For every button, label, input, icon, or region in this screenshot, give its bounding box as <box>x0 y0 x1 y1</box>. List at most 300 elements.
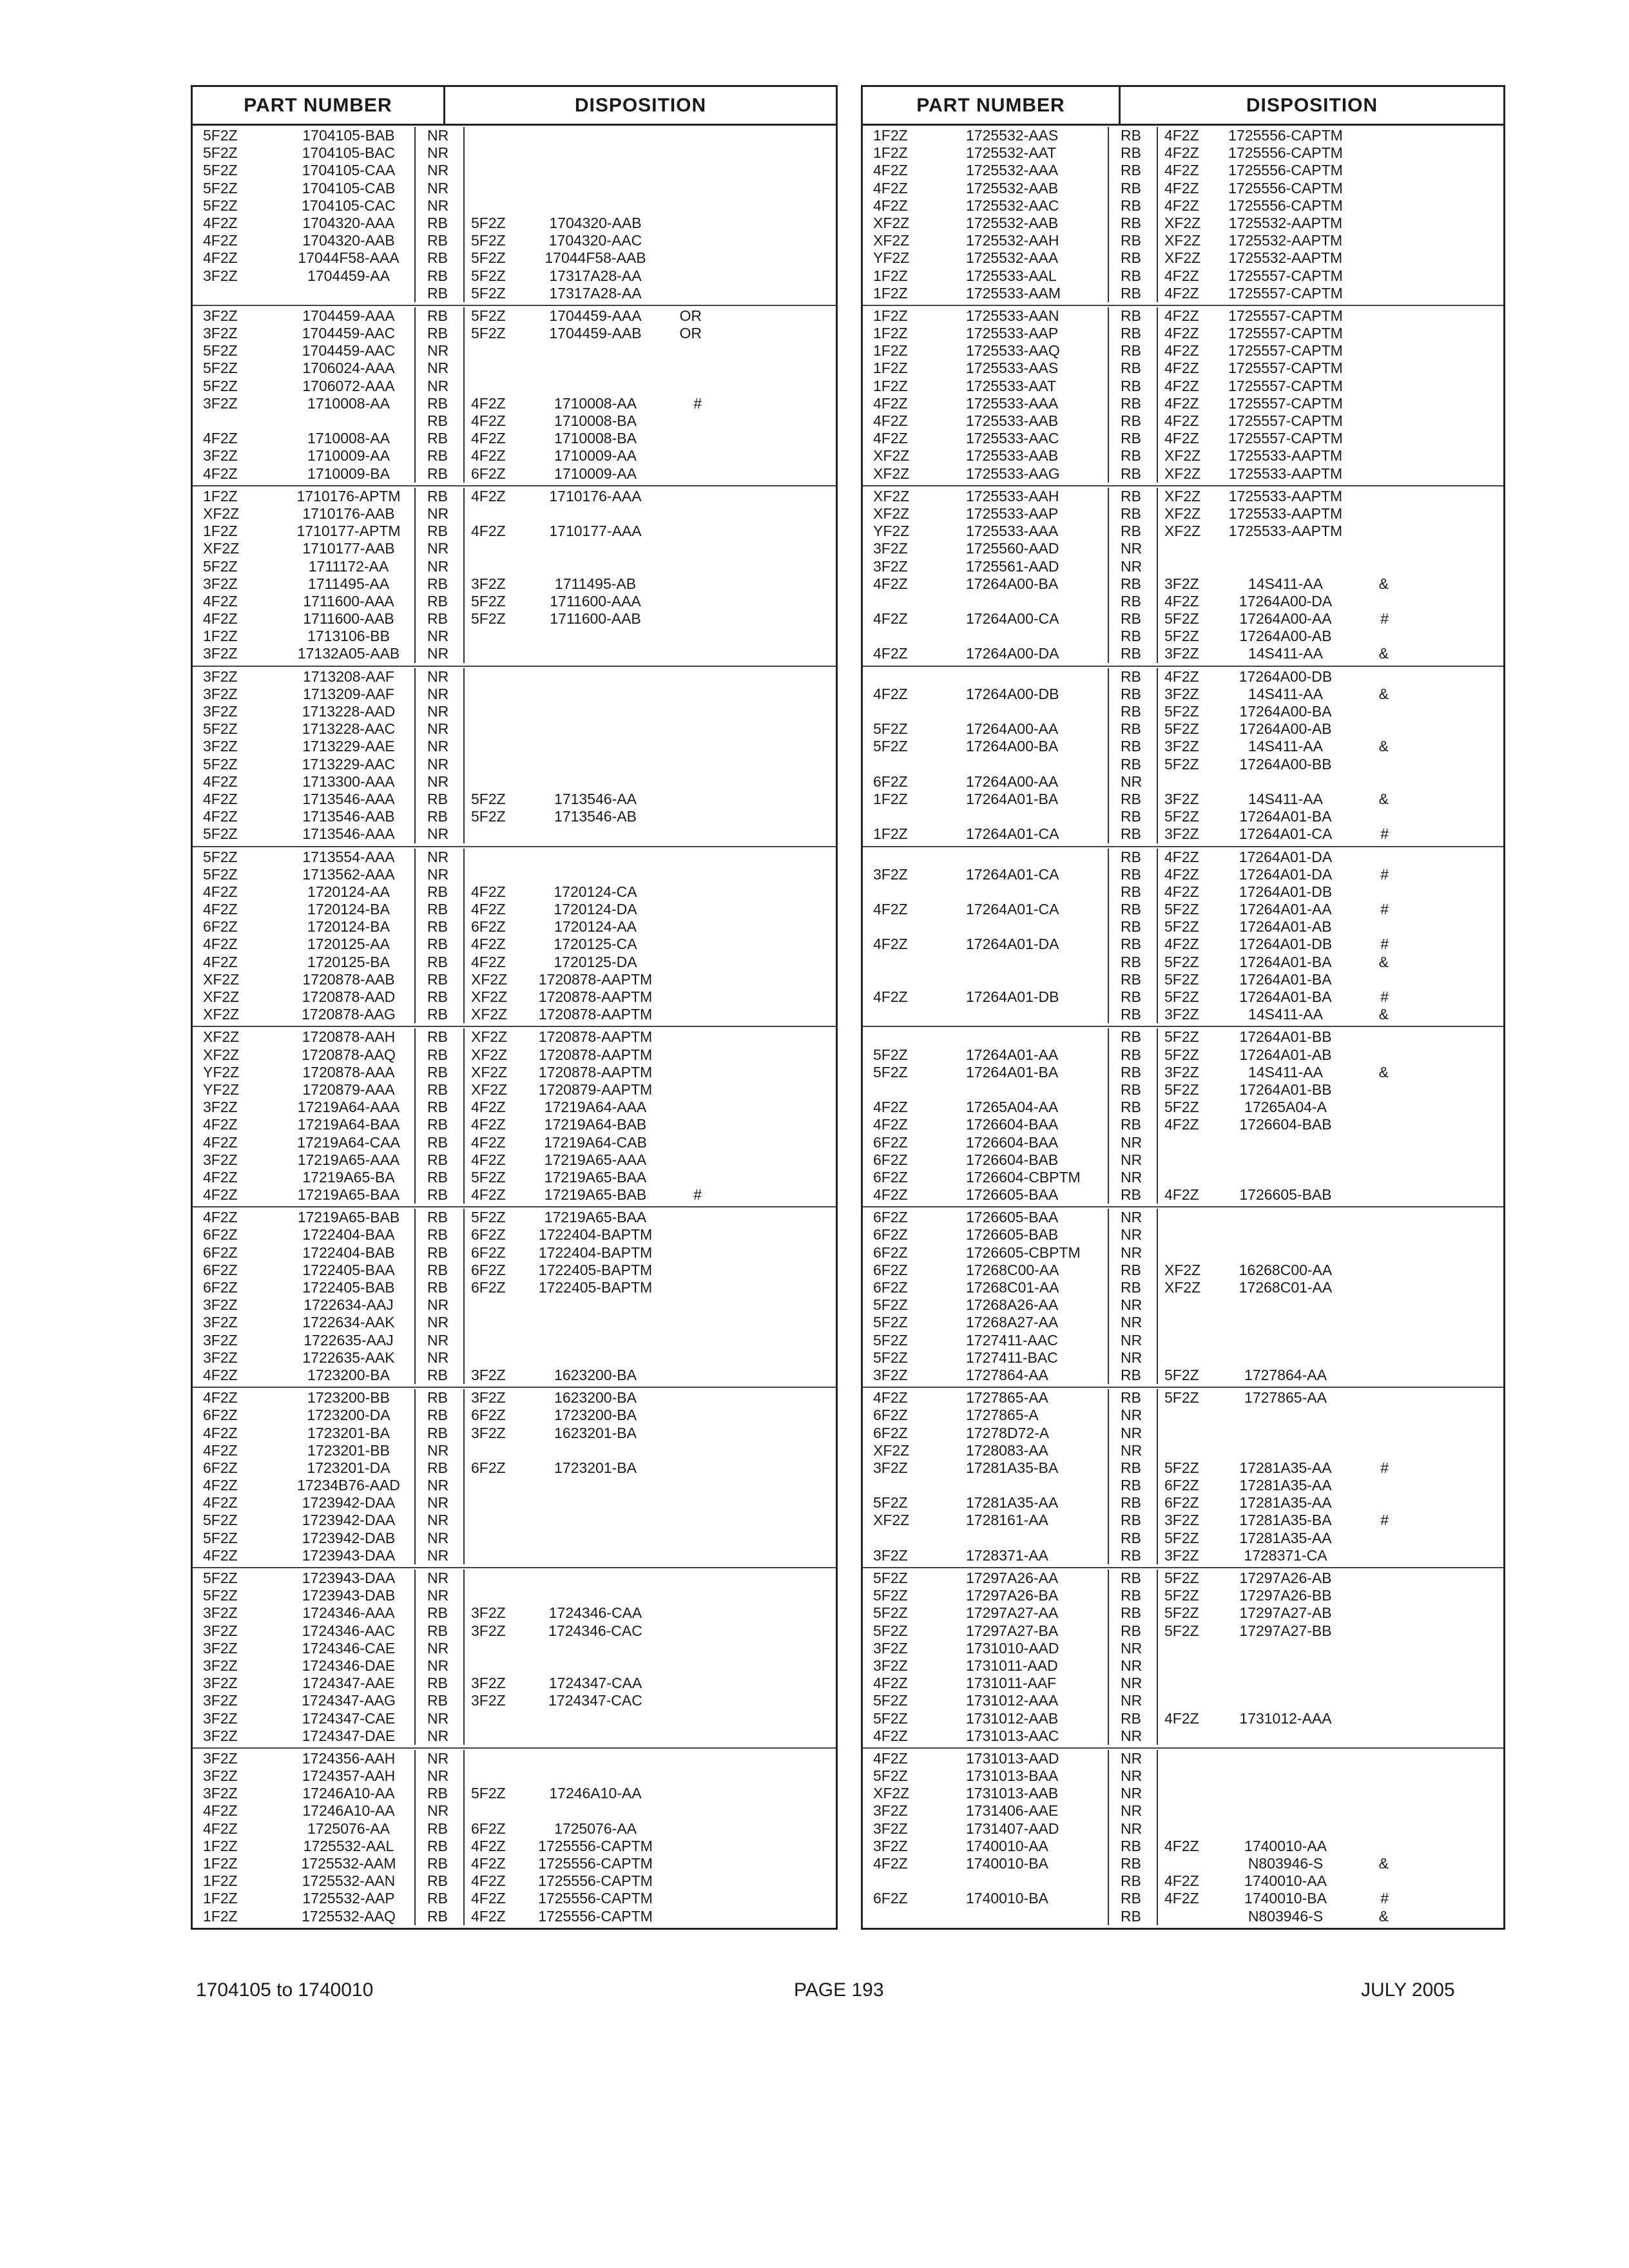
part-number-cell: 1722634-AAK <box>302 1314 395 1331</box>
flag-cell <box>663 1262 702 1279</box>
part-number-cell: 1725533-AAP <box>966 505 1059 522</box>
prefix-cell: 4F2Z <box>203 1168 238 1186</box>
disposition-part-cell: 17219A64-CAB <box>544 1133 647 1151</box>
table-row <box>863 1622 1503 1640</box>
prefix-cell: 4F2Z <box>203 1366 238 1383</box>
disposition-part-cell <box>528 1494 663 1512</box>
disposition-code-cell: RB <box>1108 791 1157 808</box>
disposition-prefix-cell <box>1157 1151 1221 1169</box>
prefix-cell: XF2Z <box>203 540 240 557</box>
table-row <box>193 1547 836 1564</box>
table-row <box>863 901 1503 918</box>
disposition-part-cell: 1725556-CAPTM <box>538 1872 653 1890</box>
disposition-part-cell: 1720124-DA <box>554 901 637 918</box>
table-row <box>863 1587 1503 1604</box>
disposition-part-cell: 1720878-AAPTM <box>538 988 653 1005</box>
flag-cell <box>1350 1134 1389 1151</box>
disposition-code-cell: RB <box>1108 1367 1157 1384</box>
disposition-part-cell: 1720878-AAPTM <box>538 1028 653 1046</box>
part-number-cell: 1723942-DAA <box>302 1512 396 1529</box>
disposition-part-cell: 17264A01-AB <box>1239 1046 1332 1063</box>
prefix-cell: 4F2Z <box>873 394 908 412</box>
table-row <box>193 866 836 883</box>
flag-cell <box>663 1209 702 1226</box>
disposition-part-cell: 14S411-AA <box>1248 738 1323 755</box>
flag-cell <box>1350 249 1389 267</box>
disposition-part-cell <box>1221 1675 1350 1692</box>
disposition-part-cell <box>528 1587 663 1604</box>
disposition-prefix-cell: 5F2Z <box>1157 1046 1221 1064</box>
flag-cell <box>663 703 702 720</box>
prefix-cell: 3F2Z <box>203 307 238 324</box>
flag-cell: & <box>1378 1063 1389 1081</box>
table-row <box>193 1367 836 1384</box>
disposition-part-cell: 1724347-CAA <box>548 1675 642 1692</box>
part-number-cell <box>953 1081 1108 1099</box>
table-row <box>193 342 836 360</box>
prefix-cell: 1F2Z <box>203 487 238 505</box>
table-row <box>863 866 1503 883</box>
flag-cell <box>663 1710 702 1727</box>
disposition-prefix-cell: 5F2Z <box>1157 756 1221 773</box>
flag-cell <box>1350 756 1389 773</box>
disposition-part-cell <box>528 1314 663 1331</box>
disposition-prefix-cell: 4F2Z <box>1157 430 1221 447</box>
table-row <box>193 162 836 179</box>
table-row <box>193 1046 836 1064</box>
part-number-cell: 1731012-AAA <box>966 1692 1059 1709</box>
flag-cell: # <box>1380 936 1389 953</box>
flag-cell <box>1350 488 1389 505</box>
row-group <box>193 1388 836 1568</box>
disposition-prefix-cell: XF2Z <box>1157 447 1221 465</box>
prefix-cell: 5F2Z <box>873 1692 908 1709</box>
disposition-code-cell: RB <box>1108 412 1157 430</box>
table-row <box>193 127 836 144</box>
left-table-header <box>193 87 836 126</box>
disposition-prefix-cell <box>463 645 528 662</box>
prefix-cell: 4F2Z <box>203 936 238 953</box>
disposition-code-cell: RB <box>414 1675 463 1692</box>
disposition-code-cell: RB <box>414 1046 463 1064</box>
prefix-cell: 1F2Z <box>203 1872 238 1890</box>
disposition-code-cell: RB <box>414 1134 463 1151</box>
disposition-prefix-cell <box>463 558 528 575</box>
disposition-part-cell <box>1221 1442 1350 1459</box>
part-number-cell: 17268A27-AA <box>966 1314 1059 1331</box>
disposition-prefix-cell: 4F2Z <box>1157 1872 1221 1890</box>
flag-cell <box>1350 773 1389 791</box>
table-row <box>863 610 1503 628</box>
prefix-cell: 5F2Z <box>203 1570 238 1586</box>
table-row <box>863 1332 1503 1349</box>
prefix-cell: YF2Z <box>873 523 910 540</box>
disposition-part-cell: 1725557-CAPTM <box>1228 342 1343 360</box>
disposition-code-cell: RB <box>1108 249 1157 267</box>
prefix-cell: 3F2Z <box>203 703 238 720</box>
prefix-cell: 4F2Z <box>203 1133 238 1151</box>
disposition-part-cell: 1623200-BA <box>554 1389 637 1407</box>
flag-cell <box>1350 197 1389 215</box>
disposition-code-cell: RB <box>414 1908 463 1925</box>
disposition-prefix-cell <box>463 1767 528 1785</box>
flag-cell: & <box>1378 1907 1389 1925</box>
table-row <box>863 1512 1503 1529</box>
disposition-part-cell: 1720125-CA <box>554 936 637 953</box>
prefix-cell <box>863 954 953 971</box>
disposition-part-cell <box>528 645 663 662</box>
flag-cell <box>1350 558 1389 575</box>
prefix-cell <box>863 628 953 645</box>
disposition-part-cell <box>528 162 663 179</box>
disposition-code-cell: RB <box>1108 325 1157 342</box>
part-number-cell: 17264A01-CA <box>966 865 1059 883</box>
part-number-cell: 1724357-AAH <box>302 1767 396 1785</box>
part-number-cell: 1731012-AAB <box>966 1709 1059 1727</box>
part-number-cell: 1720878-AAB <box>302 970 395 988</box>
flag-cell <box>1350 1547 1389 1564</box>
table-row <box>193 1622 836 1640</box>
table-row <box>863 1727 1503 1745</box>
flag-cell: & <box>1378 953 1389 970</box>
table-row <box>193 1640 836 1657</box>
table-row <box>193 988 836 1006</box>
part-number-cell: 17219A65-BA <box>302 1168 395 1186</box>
row-group <box>863 1568 1503 1749</box>
disposition-code-cell: NR <box>414 1494 463 1512</box>
flag-cell <box>663 575 702 593</box>
flag-cell <box>663 1151 702 1169</box>
prefix-cell: 3F2Z <box>203 1349 238 1366</box>
right-table-body <box>863 126 1503 1928</box>
prefix-cell: 1F2Z <box>873 790 908 807</box>
disposition-part-cell <box>1221 558 1350 575</box>
disposition-code-cell: RB <box>414 901 463 918</box>
flag-cell <box>1350 215 1389 232</box>
table-row <box>193 505 836 523</box>
table-row <box>193 849 836 866</box>
prefix-cell: 6F2Z <box>203 1226 238 1244</box>
prefix-cell <box>863 756 953 773</box>
table-row <box>193 593 836 610</box>
disposition-code-cell: NR <box>414 1530 463 1547</box>
flag-cell <box>663 610 702 628</box>
disposition-code-cell: NR <box>414 1547 463 1564</box>
flag-cell <box>1350 1587 1389 1604</box>
table-row <box>193 1890 836 1907</box>
flag-cell <box>663 791 702 808</box>
disposition-code-cell: NR <box>1108 1692 1157 1709</box>
disposition-part-cell: 17264A01-DA <box>1239 848 1333 865</box>
disposition-part-cell: 1722405-BAPTM <box>538 1261 653 1278</box>
table-row <box>863 1226 1503 1244</box>
disposition-code-cell: RB <box>1108 430 1157 447</box>
disposition-prefix-cell <box>463 1727 528 1745</box>
disposition-part-cell: 1623200-BA <box>554 1366 637 1383</box>
prefix-cell: 6F2Z <box>203 1459 238 1476</box>
part-number-cell: 1723200-DA <box>307 1407 390 1424</box>
table-row <box>193 1530 836 1547</box>
disposition-code-cell: NR <box>414 1750 463 1767</box>
disposition-code-cell: RB <box>414 988 463 1006</box>
disposition-code-cell: RB <box>414 593 463 610</box>
table-row <box>193 1675 836 1692</box>
disposition-code-cell: RB <box>1108 523 1157 540</box>
part-number-cell: 1710176-AAB <box>302 505 395 522</box>
flag-cell <box>663 1785 702 1802</box>
disposition-prefix-cell: 4F2Z <box>463 883 528 901</box>
flag-cell <box>663 918 702 936</box>
disposition-prefix-cell: 4F2Z <box>1157 593 1221 610</box>
table-row <box>193 1425 836 1442</box>
table-row <box>863 488 1503 505</box>
disposition-prefix-cell: 3F2Z <box>463 1604 528 1622</box>
disposition-prefix-cell: 5F2Z <box>1157 1081 1221 1099</box>
flag-cell <box>1350 1209 1389 1226</box>
disposition-part-cell: 1711600-AAB <box>550 610 641 628</box>
prefix-cell <box>863 1872 953 1890</box>
part-number-cell: 1726604-CBPTM <box>966 1168 1081 1186</box>
disposition-part-cell: 1710008-AA <box>554 394 637 412</box>
table-row <box>193 395 836 412</box>
prefix-cell: 4F2Z <box>203 430 238 447</box>
disposition-code-cell: RB <box>1108 808 1157 825</box>
disposition-prefix-cell: XF2Z <box>463 1006 528 1023</box>
part-number-cell: 1723942-DAA <box>302 1494 396 1512</box>
disposition-part-cell: 17246A10-AA <box>549 1785 642 1802</box>
disposition-part-cell: 17219A65-BAB <box>544 1186 647 1204</box>
prefix-cell: 4F2Z <box>873 1727 908 1744</box>
part-number-cell: 1723201-BB <box>307 1441 390 1459</box>
disposition-part-cell: 1720878-AAPTM <box>538 1006 653 1023</box>
disposition-part-cell <box>528 849 663 866</box>
disposition-prefix-cell: 5F2Z <box>463 808 528 825</box>
flag-cell: & <box>1378 790 1389 807</box>
flag-cell <box>663 267 702 285</box>
disposition-code-cell: RB <box>1108 686 1157 703</box>
disposition-prefix-cell: 4F2Z <box>1157 668 1221 686</box>
disposition-code-cell: RB <box>1108 1279 1157 1296</box>
disposition-code-cell: NR <box>414 342 463 360</box>
table-row <box>863 1570 1503 1587</box>
disposition-part-cell: 1710177-AAA <box>549 523 642 540</box>
table-row <box>863 1425 1503 1442</box>
part-number-cell: 1706024-AAA <box>302 360 395 377</box>
disposition-part-cell <box>528 360 663 377</box>
part-number-cell: 1726605-CBPTM <box>966 1244 1081 1261</box>
disposition-part-cell: 1725556-CAPTM <box>1228 162 1343 179</box>
prefix-cell: 3F2Z <box>203 1692 238 1709</box>
disposition-prefix-cell <box>1157 558 1221 575</box>
prefix-cell: 3F2Z <box>203 668 238 685</box>
disposition-code-cell: NR <box>1108 1785 1157 1802</box>
disposition-prefix-cell <box>463 1657 528 1675</box>
disposition-part-cell: 17264A01-BB <box>1239 1028 1332 1046</box>
table-row <box>863 1767 1503 1785</box>
disposition-part-cell: 1725533-AAPTM <box>1228 523 1343 540</box>
disposition-code-cell: RB <box>414 971 463 988</box>
prefix-cell: 1F2Z <box>873 127 908 144</box>
disposition-code-cell: RB <box>1108 575 1157 593</box>
part-number-cell: 1723200-BA <box>307 1366 390 1383</box>
table-row <box>863 1169 1503 1186</box>
disposition-code-cell: RB <box>1108 936 1157 953</box>
disposition-prefix-cell: 4F2Z <box>1157 936 1221 953</box>
disposition-prefix-cell: 3F2Z <box>1157 738 1221 755</box>
prefix-cell: 4F2Z <box>203 1186 238 1204</box>
disposition-part-cell <box>528 628 663 645</box>
part-number-cell: 1704105-CAC <box>302 197 396 214</box>
prefix-cell: XF2Z <box>203 1046 240 1063</box>
disposition-part-cell: 14S411-AA <box>1248 575 1323 592</box>
part-number-cell: 1726604-BAB <box>966 1151 1059 1168</box>
disposition-part-cell: 17264A00-BA <box>1239 703 1332 720</box>
prefix-cell: 1F2Z <box>873 342 908 360</box>
disposition-prefix-cell <box>463 720 528 738</box>
prefix-cell: 3F2Z <box>203 738 238 755</box>
prefix-cell: 3F2Z <box>873 1639 908 1657</box>
table-row <box>863 144 1503 162</box>
part-number-cell: 1731011-AAF <box>966 1675 1057 1692</box>
part-number-cell <box>953 1006 1108 1023</box>
disposition-part-cell <box>528 144 663 162</box>
disposition-prefix-cell: 5F2Z <box>1157 918 1221 936</box>
part-number-cell: 17219A64-AAA <box>297 1099 400 1116</box>
prefix-cell: XF2Z <box>203 1028 240 1046</box>
disposition-prefix-cell: 3F2Z <box>1157 1512 1221 1529</box>
prefix-cell: 1F2Z <box>203 1855 238 1872</box>
part-number-cell: 17265A04-AA <box>966 1099 1059 1116</box>
flag-cell <box>663 901 702 918</box>
part-number-cell: 1706072-AAA <box>302 377 395 394</box>
prefix-cell: 3F2Z <box>873 1837 908 1854</box>
part-number-cell: 17297A26-BA <box>966 1587 1059 1604</box>
disposition-code-cell: RB <box>1108 883 1157 901</box>
table-row <box>863 1046 1503 1064</box>
flag-cell <box>1350 1494 1389 1512</box>
disposition-part-cell: 1727864-AA <box>1244 1366 1327 1383</box>
part-number-cell: 1720878-AAH <box>302 1028 396 1046</box>
disposition-prefix-cell: 4F2Z <box>463 430 528 447</box>
disposition-code-cell: RB <box>414 1459 463 1477</box>
part-number-cell: 17044F58-AAA <box>298 249 400 267</box>
disposition-part-cell: 1722405-BAPTM <box>538 1279 653 1296</box>
part-number-cell: 1723943-DAB <box>302 1587 396 1604</box>
disposition-prefix-cell: 4F2Z <box>463 447 528 465</box>
flag-cell <box>1350 267 1389 285</box>
disposition-prefix-cell: 5F2Z <box>1157 720 1221 738</box>
table-row <box>193 575 836 593</box>
disposition-code-cell: NR <box>414 1657 463 1675</box>
table-row <box>193 144 836 162</box>
disposition-part-cell <box>528 1767 663 1785</box>
flag-cell <box>663 883 702 901</box>
table-row <box>863 936 1503 953</box>
part-number-cell: 1710009-BA <box>307 465 390 482</box>
disposition-code-cell: RB <box>1108 1872 1157 1890</box>
disposition-code-cell: RB <box>1108 342 1157 360</box>
disposition-part-cell: 1725532-AAPTM <box>1228 214 1343 231</box>
prefix-cell: 5F2Z <box>873 1296 908 1314</box>
disposition-prefix-cell: 5F2Z <box>1157 1604 1221 1622</box>
table-row <box>193 1872 836 1890</box>
prefix-cell: 6F2Z <box>873 1890 908 1907</box>
disposition-prefix-cell: 4F2Z <box>1157 267 1221 285</box>
flag-cell <box>1350 325 1389 342</box>
disposition-prefix-cell: 6F2Z <box>463 1226 528 1244</box>
table-row <box>863 342 1503 360</box>
flag-cell <box>663 1512 702 1529</box>
prefix-cell <box>863 808 953 825</box>
disposition-code-cell: RB <box>414 447 463 465</box>
table-row <box>863 1028 1503 1046</box>
row-group <box>863 1207 1503 1388</box>
table-row <box>193 936 836 953</box>
table-row <box>863 1908 1503 1925</box>
disposition-part-cell <box>1221 1349 1350 1367</box>
disposition-prefix-cell <box>1157 1226 1221 1244</box>
prefix-cell: 6F2Z <box>873 1244 908 1261</box>
part-number-cell: 1713562-AAA <box>302 865 395 883</box>
page-range: 1704105 to 1740010 <box>196 1979 374 2001</box>
disposition-prefix-cell <box>1157 1296 1221 1314</box>
disposition-code-cell: RB <box>414 1279 463 1296</box>
table-row <box>193 1587 836 1604</box>
table-row <box>863 1262 1503 1279</box>
disposition-part-cell: 17281A35-BA <box>1239 1512 1332 1529</box>
disposition-prefix-cell: 5F2Z <box>1157 1389 1221 1407</box>
prefix-cell: 3F2Z <box>203 1151 238 1168</box>
disposition-prefix-cell: XF2Z <box>1157 505 1221 523</box>
prefix-cell: XF2Z <box>873 1512 910 1529</box>
row-group <box>193 1749 836 1928</box>
prefix-cell: 4F2Z <box>203 610 238 628</box>
flag-cell <box>1350 1389 1389 1407</box>
table-row <box>193 232 836 249</box>
prefix-cell: 4F2Z <box>873 162 908 179</box>
disposition-code-cell: RB <box>414 1169 463 1186</box>
disposition-part-cell: 17297A26-AB <box>1239 1570 1332 1586</box>
disposition-prefix-cell: 4F2Z <box>463 412 528 430</box>
part-number-cell: 1725532-AAA <box>966 162 1059 179</box>
disposition-code-cell: NR <box>414 1349 463 1367</box>
flag-cell: OR <box>679 307 702 324</box>
part-number-cell: 1723201-DA <box>307 1459 390 1476</box>
part-number-cell: 1731407-AAD <box>966 1820 1059 1837</box>
disposition-prefix-cell <box>463 628 528 645</box>
prefix-cell: 1F2Z <box>873 284 908 302</box>
table-row <box>863 412 1503 430</box>
prefix-cell: 3F2Z <box>203 267 238 284</box>
disposition-part-cell: 17219A65-BAA <box>544 1168 647 1186</box>
prefix-cell: 4F2Z <box>873 1675 908 1692</box>
table-row <box>863 1692 1503 1709</box>
disposition-part-cell: 1740010-AA <box>1244 1837 1327 1854</box>
disposition-prefix-cell: 5F2Z <box>463 610 528 628</box>
table-row <box>863 1802 1503 1820</box>
prefix-cell: 3F2Z <box>203 1639 238 1657</box>
disposition-code-cell: RB <box>414 954 463 971</box>
disposition-prefix-cell <box>1157 1169 1221 1186</box>
flag-cell <box>1350 1169 1389 1186</box>
prefix-cell: 4F2Z <box>873 936 908 953</box>
part-number-cell: 1720878-AAD <box>302 988 396 1005</box>
disposition-code-cell: NR <box>414 825 463 843</box>
disposition-code-cell: NR <box>414 1512 463 1529</box>
part-number-cell: 17278D72-A <box>966 1424 1050 1441</box>
disposition-code-cell: RB <box>414 1028 463 1046</box>
part-number-cell: 1713106-BB <box>307 628 390 645</box>
